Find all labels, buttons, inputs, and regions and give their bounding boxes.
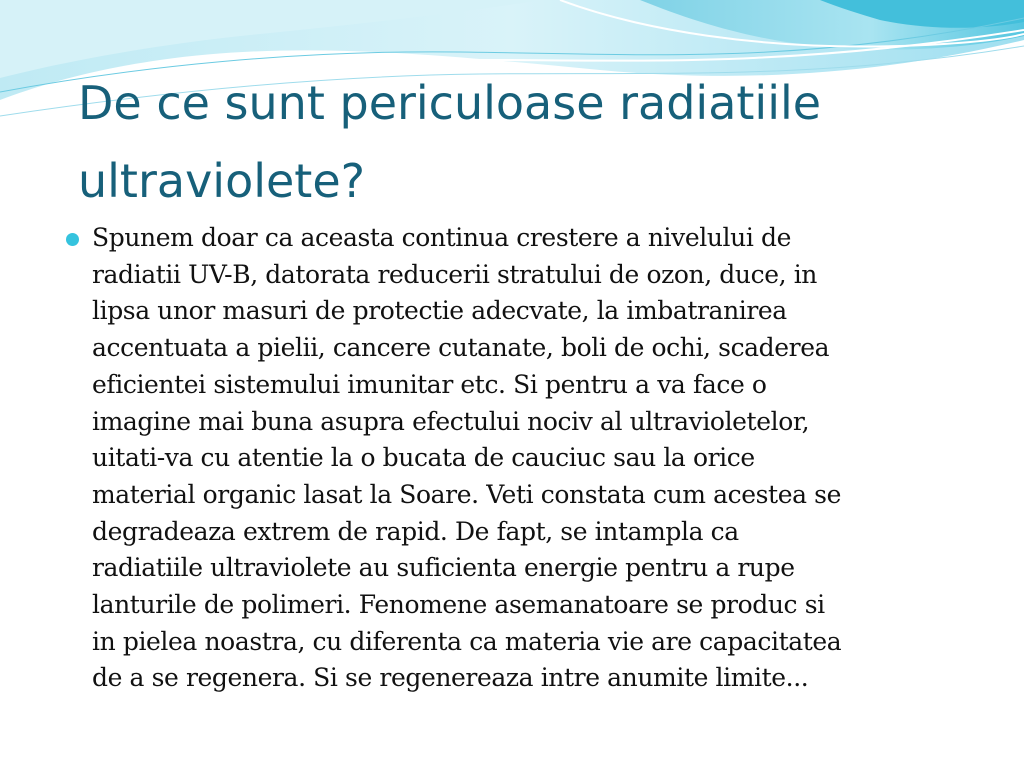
bullet-dot-icon (66, 233, 79, 246)
bullet-item (64, 220, 964, 697)
slide-title-line-2: ultraviolete? (78, 154, 366, 208)
slide-title (78, 64, 978, 220)
bullet-line: radiatiile ultraviolete au suficienta energie pentru a rupe (92, 553, 795, 583)
bullet-text (92, 220, 964, 697)
bullet-line: accentuata a pielii, cancere cutanate, boli de ochi, scaderea (92, 333, 830, 363)
bullet-line: de a se regenera. Si se regenereaza intre anumite limite... (92, 663, 809, 693)
bullet-line: material organic lasat la Soare. Veti constata cum acestea se (92, 479, 841, 509)
bullet-line: lanturile de polimeri. Fenomene asemanatoare se produc si (92, 590, 825, 620)
slide-title-line-1: De ce sunt periculoase radiatiile (78, 76, 822, 130)
bullet-line: in pielea noastra, cu diferenta ca materia vie are capacitatea (92, 626, 842, 656)
bullet-line: imagine mai buna asupra efectului nociv al ultravioletelor, (92, 406, 810, 436)
bullet-line: degradeaza extrem de rapid. De fapt, se intampla ca (92, 516, 739, 546)
bullet-line: eficientei sistemului imunitar etc. Si pentru a va face o (92, 369, 767, 399)
bullet-line: radiatii UV-B, datorata reducerii stratului de ozon, duce, in (92, 259, 818, 289)
bullet-line: Spunem doar ca aceasta continua crestere a nivelului de (92, 223, 791, 252)
bullet-list (64, 220, 964, 697)
bullet-line: uitati-va cu atentie la o bucata de cauciuc sau la orice (92, 443, 755, 473)
bullet-line: lipsa unor masuri de protectie adecvate, la imbatranirea (92, 296, 787, 326)
